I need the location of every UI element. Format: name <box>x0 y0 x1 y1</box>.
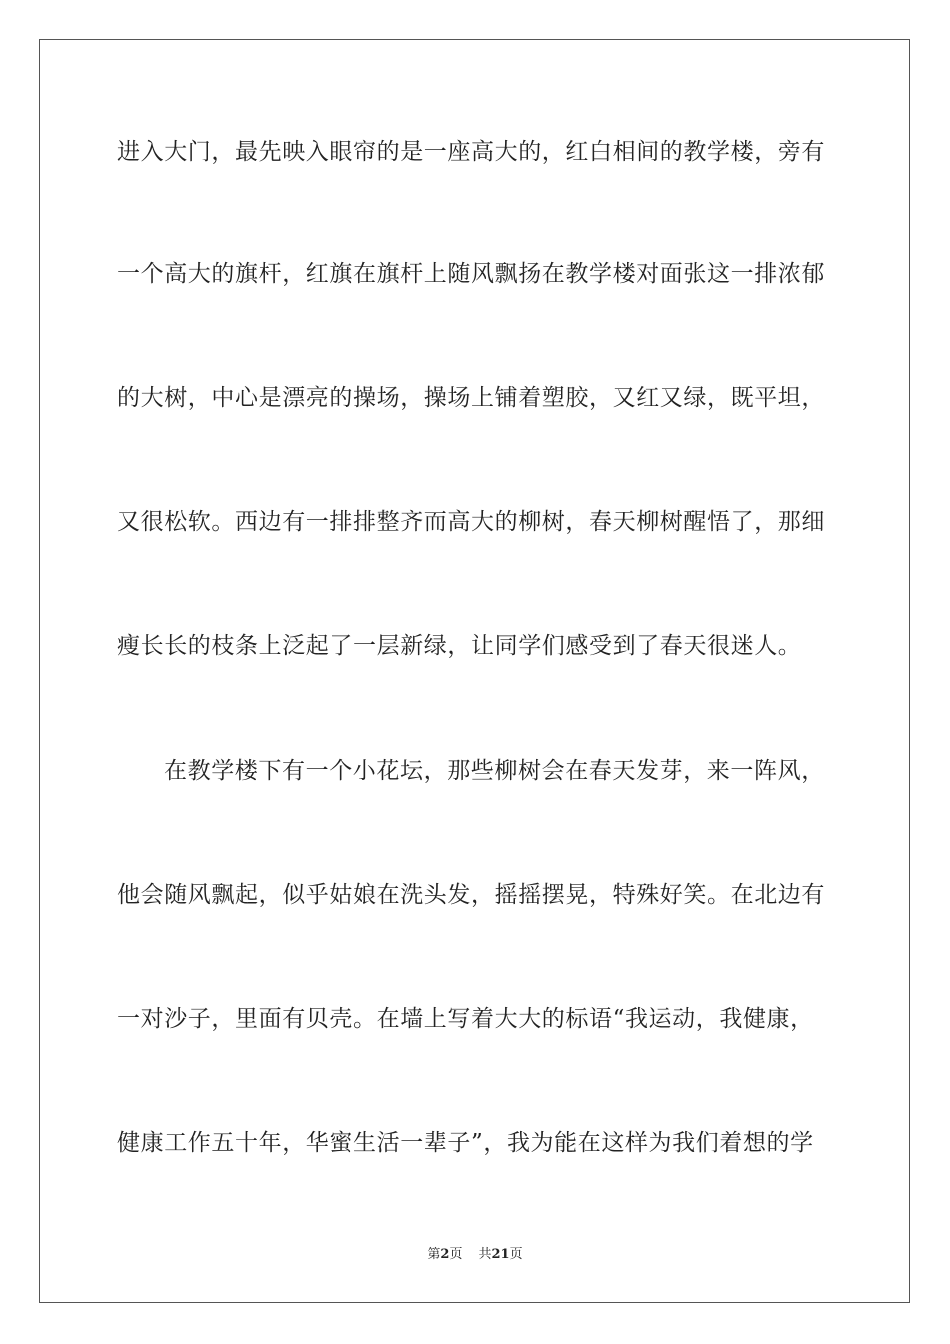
text-line: 进入大门，最先映入眼帘的是一座高大的，红白相间的教学楼，旁有 <box>117 139 825 165</box>
text-line: 瘦长长的枝条上泛起了一层新绿，让同学们感受到了春天很迷人。 <box>117 633 802 659</box>
total-page-count: 21 <box>491 1247 510 1262</box>
total-suffix: 页 <box>509 1247 523 1262</box>
text-line: 健康工作五十年，华蜜生活一辈子”，我为能在这样为我们着想的学 <box>117 1130 814 1156</box>
text-line: 一对沙子，里面有贝壳。在墙上写着大大的标语“我运动，我健康， <box>117 1006 814 1032</box>
paragraph-first-line: 在教学楼下有一个小花坛，那些柳树会在春天发芽，来一阵风， <box>164 758 825 784</box>
total-prefix: 共 <box>478 1247 492 1262</box>
page-footer <box>0 1246 950 1264</box>
current-page-number: 2 <box>440 1247 450 1262</box>
text-line: 的大树，中心是漂亮的操场，操场上铺着塑胶，又红又绿，既平坦， <box>117 385 825 411</box>
text-line: 又很松软。西边有一排排整齐而高大的柳树，春天柳树醒悟了，那细 <box>117 509 825 535</box>
page-border <box>39 39 910 1303</box>
page-prefix: 第 <box>427 1247 441 1262</box>
text-line: 他会随风飘起，似乎姑娘在洗头发，摇摇摆晃，特殊好笑。在北边有 <box>117 882 825 908</box>
page-suffix: 页 <box>449 1247 463 1262</box>
text-line: 一个高大的旗杆，红旗在旗杆上随风飘扬在教学楼对面张这一排浓郁 <box>117 261 825 287</box>
